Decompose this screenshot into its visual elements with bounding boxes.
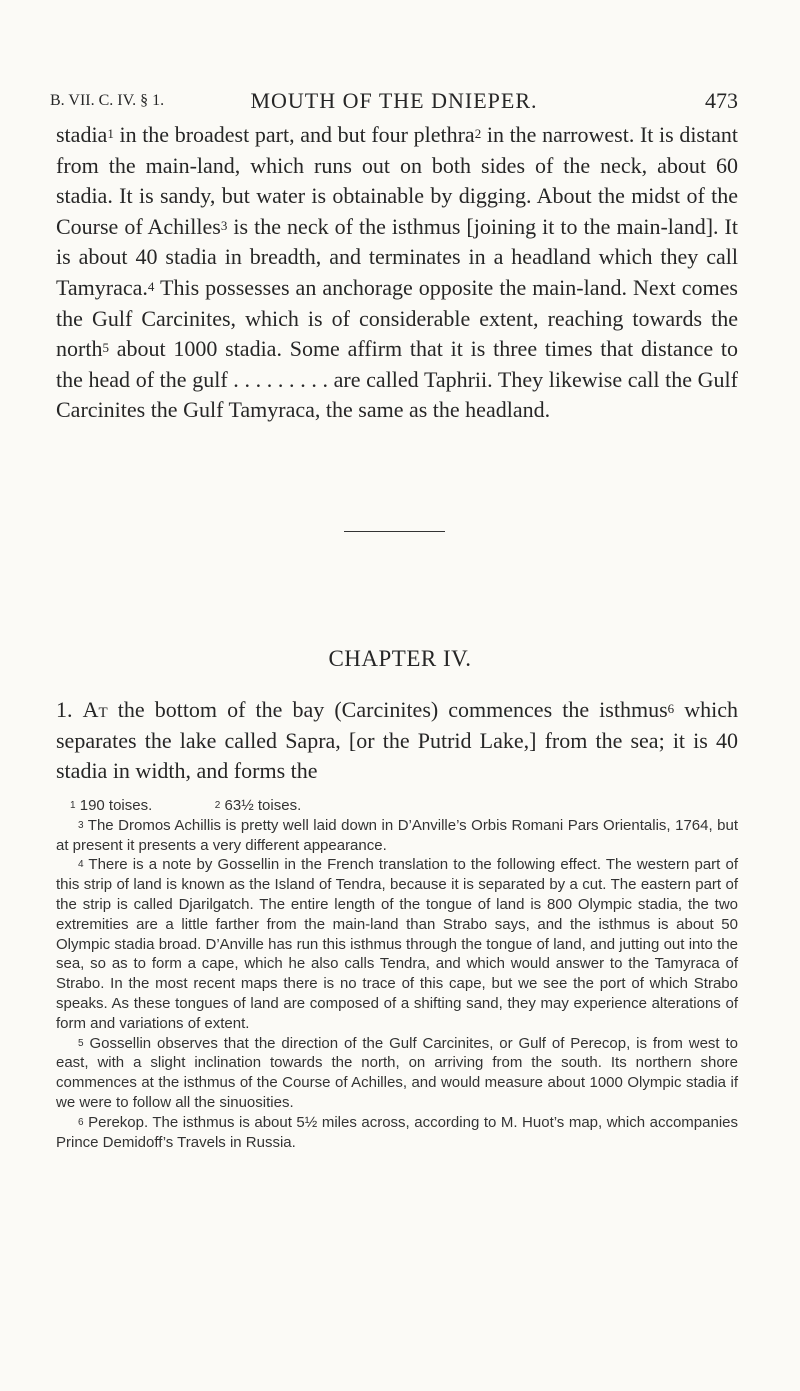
footnote-text: There is a note by Gossellin in the French translation to the following effect. The western part of this strip of land is known as the Island of Tendra, because it is separated by a cut. The eastern part of the strip is called Djarilgatch. The entire length of the tongue of land is 800 Olympic stadia, the two extremities are a little farther from the main-land than Strabo says, and the isthmus is about 50 Olympic stadia broad. D’Anville has run this isthmus through the tongue of land, and jutting out into the sea, so as to form a cape, which he also calls Tendra, and which would answer to the Tamyraca of Strabo. In the most recent maps there is no trace of this cape, but we see the port of which Strabo speaks. As these tongues of land are composed of a shifting sand, they may experience alterations of form and variations of extent.: [56, 856, 738, 1032]
paragraph: [56, 695, 738, 787]
footnote-text: Gossellin observes that the direction of the Gulf Carcinites, or Gulf of Perecop, is from west to east, with a slight inclination towards the north, on arriving from the south. Its northern shore commences at the isthmus of the Course of Achilles, and would measure about 1000 Olympic stadia if we were to follow all the sinuosities.: [56, 1034, 738, 1111]
chapter-heading: CHAPTER IV.: [328, 646, 472, 671]
footnote-text: The Dromos Achillis is pretty well laid down in D’Anville’s Orbis Romani Pars Orientalis, 1764, but at present it presents a very different appearance.: [56, 816, 738, 854]
footnote-ref-3: 3: [220, 217, 228, 233]
footnote-ref-4: 4: [147, 278, 155, 294]
footnote-1-2: [56, 796, 738, 816]
section-number: 1.: [56, 697, 73, 722]
text-run: This possesses an anchorage opposite the main-land. Next comes the Gulf Carcinites, which is of considerable extent, reaching towards the north: [56, 274, 738, 362]
section-divider: [344, 531, 445, 532]
footnote-ref-2: 2: [474, 126, 482, 141]
text-run: is the neck of the isthmus [joining it to the main-land]. It is about 40 stadia in breadth, and terminates in a headland which they call Tamyraca.: [56, 213, 738, 300]
footnote-text: 190 toises.: [75, 797, 153, 814]
footnote-text: 63½ toises.: [220, 797, 302, 814]
text-run: in the broadest part, and but four plethra: [113, 122, 475, 147]
text-run: about 1000 stadia. Some affirm that it is three times that distance to the head of the gulf . . . . . . . . . are called Taphrii. They likewise call the Gulf Carcinites the Gulf Tamyraca, the same as the headland.: [56, 336, 738, 423]
continued-paragraph: [56, 120, 738, 426]
footnote-mark: 6: [78, 1116, 84, 1128]
footnote-mark: 4: [78, 859, 84, 871]
footnote-mark: 3: [78, 819, 84, 831]
footnote-3: [56, 816, 738, 856]
chapter-paragraph: [56, 695, 738, 787]
footnote-mark: 2: [214, 800, 221, 811]
footnote-5: [56, 1034, 738, 1113]
text-run: stadia: [56, 122, 108, 147]
footnote-mark: 5: [78, 1037, 84, 1049]
footnote-ref-5: 5: [102, 340, 109, 356]
footnote-mark: 1: [70, 800, 76, 811]
book-chapter-reference: B. VII. C. IV. § 1.: [50, 92, 165, 109]
text-run: the bottom of the bay (Carcinites) commences the isthmus: [107, 697, 668, 722]
footnote-text: Perekop. The isthmus is about 5½ miles across, according to M. Huot’s map, which accompanies Prince Demidoff’s Travels in Russia.: [56, 1113, 738, 1151]
footnote-ref-6: 6: [667, 701, 675, 716]
lead-word: At: [82, 697, 108, 722]
footnote-6: [56, 1113, 738, 1153]
footnote-4: [56, 855, 738, 1033]
text-run: in the narrowest. It is distant from the main-land, which runs out on both sides of the neck, about 60 stadia. It is sandy, but water is obtainable by digging. About the midst of the Course of Achilles: [56, 122, 738, 239]
footnote-ref-1: 1: [107, 126, 114, 141]
page-title: MOUTH OF THE DNIEPER.: [250, 88, 538, 113]
text-run: which separates the lake called Sapra, [or the Putrid Lake,] from the sea; it is 40 stadia in width, and forms the: [56, 697, 739, 784]
page-number: 473: [705, 88, 738, 113]
footnotes: [56, 796, 738, 1152]
paragraph: [56, 120, 738, 426]
